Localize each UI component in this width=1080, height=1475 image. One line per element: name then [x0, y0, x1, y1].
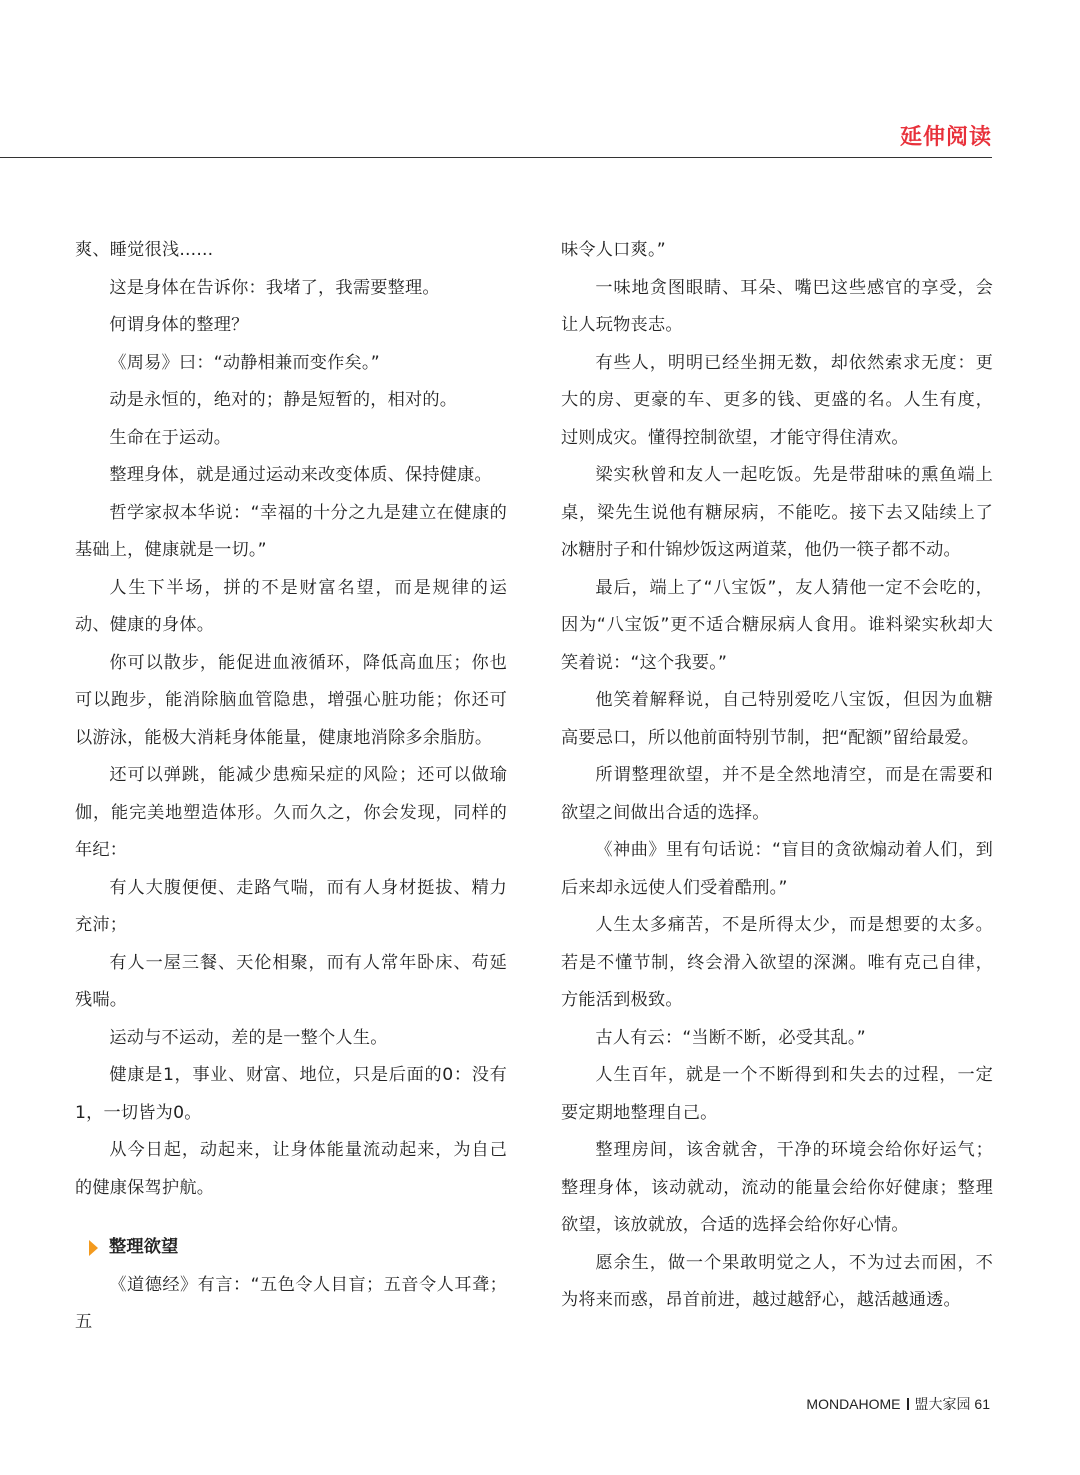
paragraph: 哲学家叔本华说：“幸福的十分之九是建立在健康的基础上，健康就是一切。” — [75, 502, 507, 560]
left-paragraphs-before — [75, 232, 507, 1207]
paragraph: 这是身体在告诉你：我堵了，我需要整理。 — [109, 277, 440, 298]
paragraph: 味令人口爽。” — [561, 240, 666, 260]
paragraph: 所谓整理欲望，并不是全然地清空，而是在需要和欲望之间做出合适的选择。 — [561, 765, 993, 823]
footer-brand: MONDAHOME — [806, 1396, 901, 1412]
paragraph: 何谓身体的整理？ — [109, 315, 249, 335]
footer-brand-cn: 盟大家园 — [914, 1396, 971, 1412]
paragraph: 人生下半场，拼的不是财富名望，而是规律的运动、健康的身体。 — [75, 577, 507, 635]
paragraph: 他笑着解释说，自己特别爱吃八宝饭，但因为血糖高要忌口，所以他前面特别节制，把“配额”留给最爱。 — [561, 690, 993, 748]
paragraph: 《神曲》里有句话说：“盲目的贪欲煽动着人们，到后来却永远使人们受着酷刑。” — [561, 840, 993, 898]
paragraph: 有人一屋三餐、天伦相聚，而有人常年卧床、苟延残喘。 — [75, 952, 507, 1010]
paragraph: 你可以散步，能促进血液循环，降低高血压；你也可以跑步，能消除脑血管隐患，增强心脏功能；你还可以游泳，能极大消耗身体能量，健康地消除多余脂肪。 — [75, 652, 507, 748]
footer-separator — [907, 1398, 909, 1410]
paragraph: 《周易》曰：“动静相兼而变作矣。” — [109, 352, 380, 373]
paragraph: 人生太多痛苦，不是所得太少，而是想要的太多。若是不懂节制，终会滑入欲望的深渊。唯有克己自律，方能活到极致。 — [561, 915, 993, 1010]
paragraph: 有人大腹便便、走路气喘，而有人身材挺拔、精力充沛； — [75, 877, 507, 935]
paragraph: 整理身体，就是通过运动来改变体质、保持健康。 — [109, 465, 492, 485]
paragraph: 从今日起，动起来，让身体能量流动起来，为自己的健康保驾护航。 — [75, 1140, 507, 1198]
header-rule — [0, 157, 992, 158]
right-paragraphs — [561, 232, 993, 1320]
triangle-bullet-icon — [89, 1240, 98, 1256]
paragraph: 爽、睡觉很浅...... — [75, 240, 214, 260]
paragraph: 最后，端上了“八宝饭”，友人猜他一定不会吃的，因为“八宝饭”更不适合糖尿病人食用。谁料梁实秋却大笑着说：“这个我要。” — [561, 577, 993, 673]
paragraph: 《道德经》有言：“五色令人目盲；五音令人耳聋；五 — [75, 1274, 507, 1332]
paragraph: 健康是1，事业、财富、地位，只是后面的0：没有1，一切皆为0。 — [75, 1065, 507, 1123]
left-column — [75, 232, 507, 1342]
paragraph: 生命在于运动。 — [109, 427, 232, 448]
paragraph: 人生百年，就是一个不断得到和失去的过程，一定要定期地整理自己。 — [561, 1065, 993, 1123]
paragraph: 古人有云：“当断不断，必受其乱。” — [595, 1027, 866, 1048]
subheading — [75, 1229, 507, 1267]
section-label: 延伸阅读 — [899, 125, 992, 150]
paragraph: 动是永恒的，绝对的；静是短暂的，相对的。 — [109, 390, 458, 410]
subheading-text: 整理欲望 — [109, 1237, 179, 1257]
paragraph: 整理房间，该舍就舍，干净的环境会给你好运气；整理身体，该动就动，流动的能量会给你好健康；整理欲望，该放就放，合适的选择会给你好心情。 — [561, 1140, 993, 1235]
right-column — [561, 232, 993, 1320]
paragraph: 愿余生，做一个果敢明觉之人，不为过去而困，不为将来而惑，昂首前进，越过越舒心，越活越通透。 — [561, 1252, 993, 1310]
paragraph: 一味地贪图眼睛、耳朵、嘴巴这些感官的享受，会让人玩物丧志。 — [561, 277, 993, 335]
page-number: 61 — [974, 1396, 990, 1412]
left-paragraphs-after — [75, 1267, 507, 1342]
page-footer — [806, 1394, 990, 1414]
paragraph: 梁实秋曾和友人一起吃饭。先是带甜味的熏鱼端上桌，梁先生说他有糖尿病，不能吃。接下去又陆续上了冰糖肘子和什锦炒饭这两道菜，他仍一筷子都不动。 — [561, 465, 993, 560]
paragraph: 运动与不运动，差的是一整个人生。 — [109, 1027, 388, 1048]
paragraph: 有些人，明明已经坐拥无数，却依然索求无度：更大的房、更豪的车、更多的钱、更盛的名。人生有度，过则成灾。懂得控制欲望，才能守得住清欢。 — [561, 352, 993, 448]
paragraph: 还可以弹跳，能减少患痴呆症的风险；还可以做瑜伽，能完美地塑造体形。久而久之，你会发现，同样的年纪： — [75, 765, 507, 860]
